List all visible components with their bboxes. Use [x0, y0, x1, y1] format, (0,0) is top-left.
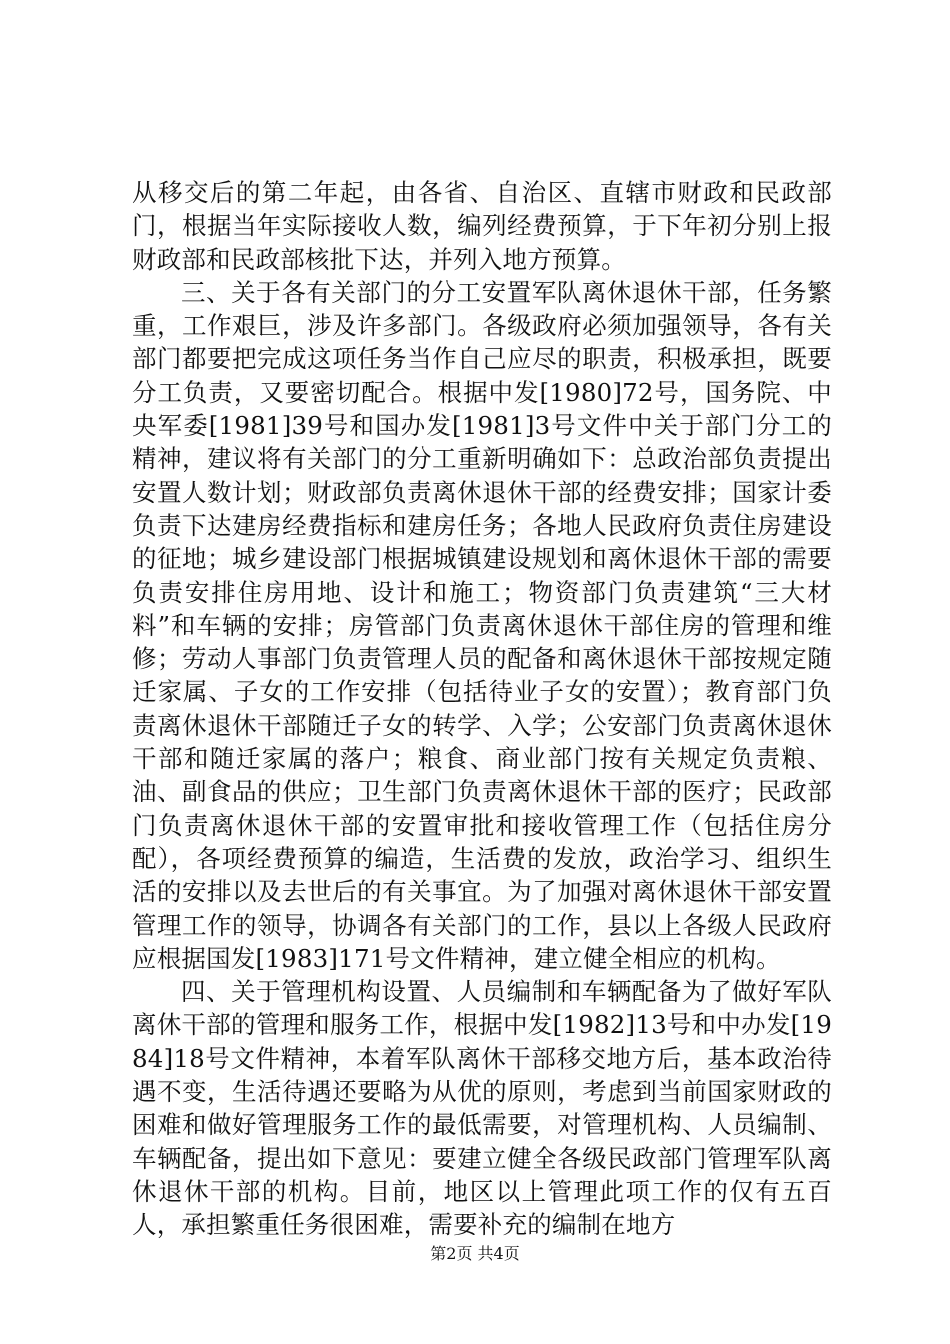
page-number: 第2页 共4页 [430, 1244, 520, 1263]
paragraph-section-three: 三、关于各有关部门的分工安置军队离休退休干部，任务繁重，工作艰巨，涉及许多部门。各级政府必须加强领导，各有关部门都要把完成这项任务当作自己应尽的职责，积极承担，既要分工负责，又要密切配合。根据中发[1980]72号，国务院、中央军委[1981]39号和国办发[1981]3号文件中关于部门分工的精神，建议将有关部门的分工重新明确如下：总政治部负责提出安置人数计划；财政部负责离休退休干部的经费安排；国家计委负责下达建房经费指标和建房任务；各地人民政府负责住房建设的征地；城乡建设部门根据城镇建设规划和离休退休干部的需要负责安排住房用地、设计和施工；物资部门负责建筑“三大材料”和车辆的安排；房管部门负责离休退休干部住房的管理和维修；劳动人事部门负责管理人员的配备和离休退休干部按规定随迁家属、子女的工作安排（包括待业子女的安置）；教育部门负责离休退休干部随迁子女的转学、入学；公安部门负责离休退休干部和随迁家属的落户；粮食、商业部门按有关规定负责粮、油、副食品的供应；卫生部门负责离休退休干部的医疗；民政部门负责离休退休干部的安置审批和接收管理工作（包括住房分配），各项经费预算的编造，生活费的发放，政治学习、组织生活的安排以及去世后的有关事宜。为了加强对离休退休干部安置管理工作的领导，协调各有关部门的工作，县以上各级人民政府应根据国发[1983]171号文件精神，建立健全相应的机构。 [132, 277, 832, 973]
paragraph-section-four: 四、关于管理机构设置、人员编制和车辆配备为了做好军队离休干部的管理和服务工作，根据中发[1982]13号和中办发[1984]18号文件精神，本着军队离休干部移交地方后，基本政治待遇不变，生活待遇还要略为从优的原则，考虑到当前国家财政的困难和做好管理服务工作的最低需要，对管理机构、人员编制、车辆配备，提出如下意见：要建立健全各级民政部门管理军队离休退休干部的机构。目前，地区以上管理此项工作的仅有五百人，承担繁重任务很困难，需要补充的编制在地方 [132, 977, 832, 1240]
paragraph-continuation: 从移交后的第二年起，由各省、自治区、直辖市财政和民政部门，根据当年实际接收人数，编列经费预算，于下年初分别上报财政部和民政部核批下达，并列入地方预算。 [132, 178, 832, 274]
page-footer [0, 1243, 950, 1265]
document-body [132, 176, 832, 1242]
